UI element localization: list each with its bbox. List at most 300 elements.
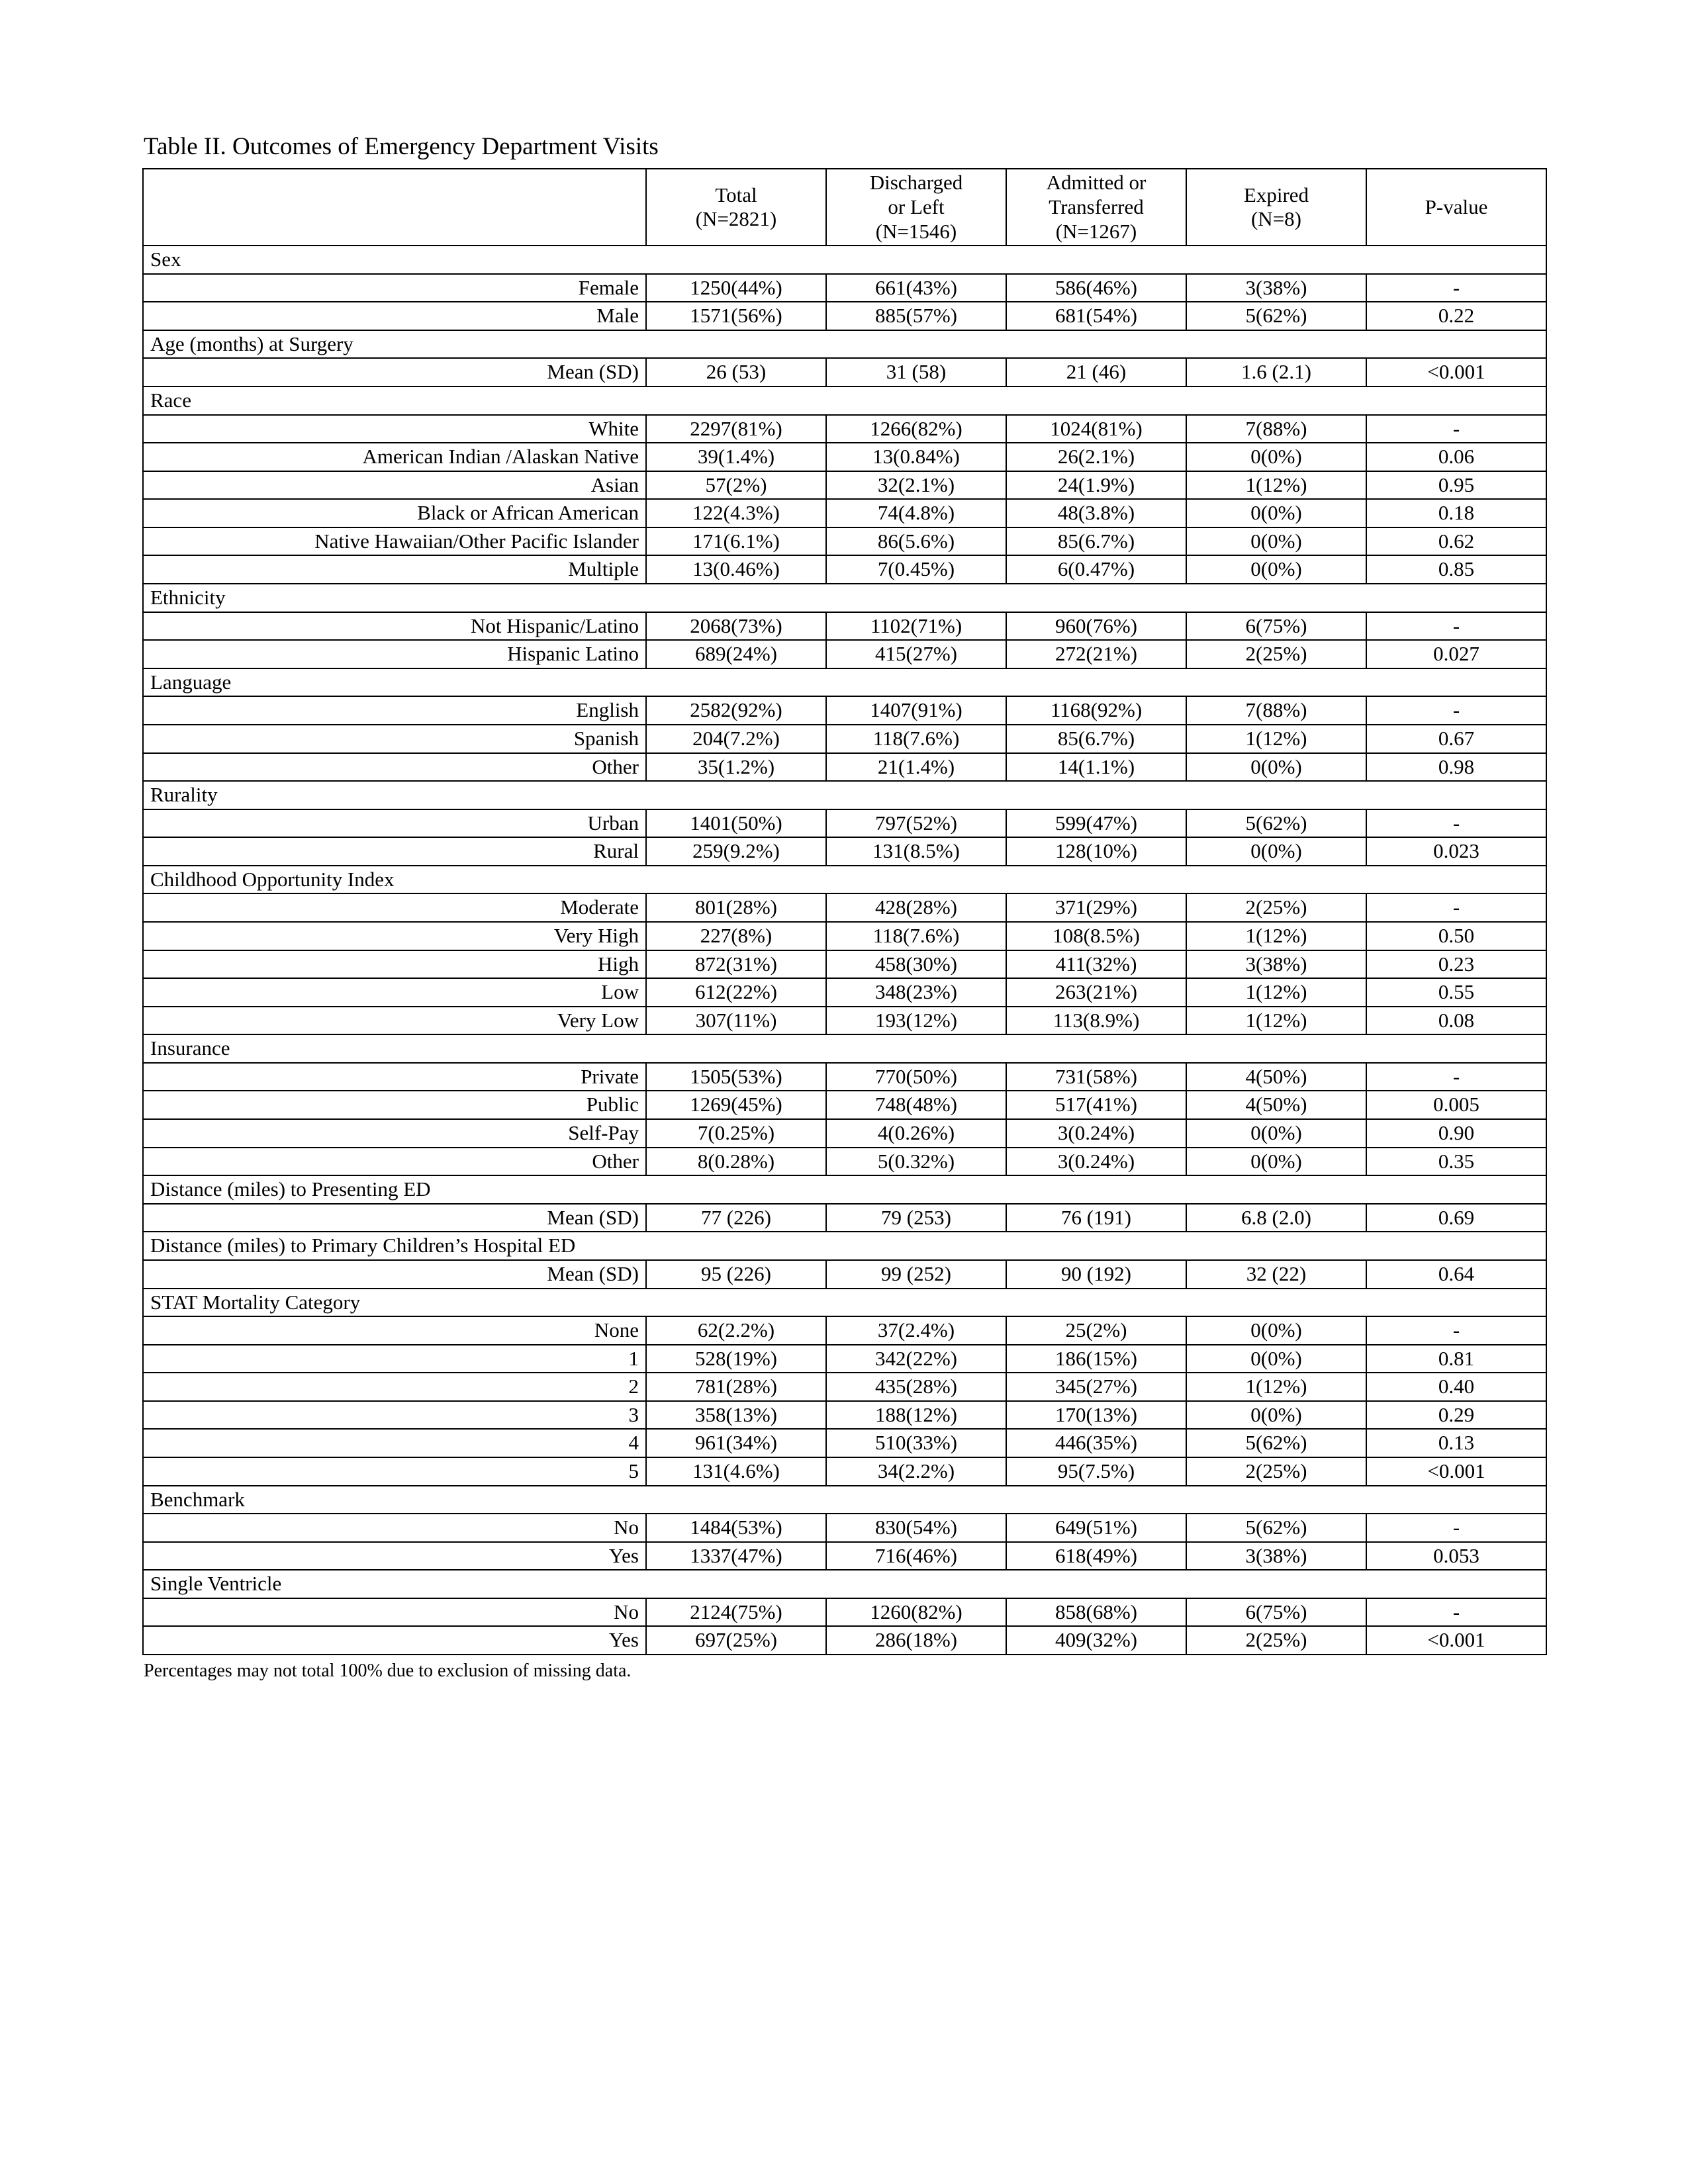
row-cell: 2(25%)	[1186, 1626, 1366, 1655]
table-header-row	[143, 169, 1546, 246]
row-cell: 0.67	[1366, 725, 1546, 753]
row-label: Yes	[143, 1542, 646, 1570]
table-section-row	[143, 668, 1546, 697]
row-cell: 8(0.28%)	[646, 1148, 826, 1176]
row-cell: 661(43%)	[826, 274, 1006, 302]
row-cell: 5(62%)	[1186, 1429, 1366, 1457]
row-cell: 7(0.45%)	[826, 555, 1006, 584]
header-cell-blank	[143, 169, 646, 246]
row-cell: 86(5.6%)	[826, 527, 1006, 556]
row-cell: 0(0%)	[1186, 499, 1366, 527]
table-section-row	[143, 1289, 1546, 1317]
row-cell: 62(2.2%)	[646, 1316, 826, 1345]
row-cell: 0.81	[1366, 1345, 1546, 1373]
row-cell: 0(0%)	[1186, 1345, 1366, 1373]
row-cell: 0(0%)	[1186, 443, 1366, 471]
row-cell: -	[1366, 274, 1546, 302]
row-cell: 0.98	[1366, 753, 1546, 782]
table-row	[143, 555, 1546, 584]
row-cell: 21(1.4%)	[826, 753, 1006, 782]
row-cell: 57(2%)	[646, 471, 826, 500]
table-section-row	[143, 1034, 1546, 1063]
row-cell: 2582(92%)	[646, 696, 826, 725]
section-label: Rurality	[143, 781, 1546, 809]
table-section-row	[143, 330, 1546, 359]
row-label: Mean (SD)	[143, 358, 646, 387]
table-row	[143, 640, 1546, 668]
table-row	[143, 893, 1546, 922]
table-row	[143, 753, 1546, 782]
row-cell: 6.8 (2.0)	[1186, 1204, 1366, 1232]
table-row	[143, 1204, 1546, 1232]
header-line: (N=2821)	[695, 207, 777, 231]
row-cell: 1401(50%)	[646, 809, 826, 838]
table-row	[143, 922, 1546, 950]
row-cell: 131(4.6%)	[646, 1457, 826, 1486]
row-cell: 0(0%)	[1186, 753, 1366, 782]
row-cell: 0.06	[1366, 443, 1546, 471]
row-cell: 0.62	[1366, 527, 1546, 556]
table-row	[143, 499, 1546, 527]
row-cell: 186(15%)	[1006, 1345, 1186, 1373]
row-cell: 428(28%)	[826, 893, 1006, 922]
row-label: White	[143, 415, 646, 443]
row-cell: 612(22%)	[646, 978, 826, 1007]
row-cell: 193(12%)	[826, 1007, 1006, 1035]
row-cell: 170(13%)	[1006, 1401, 1186, 1430]
row-cell: 348(23%)	[826, 978, 1006, 1007]
row-cell: -	[1366, 1598, 1546, 1627]
row-label: 3	[143, 1401, 646, 1430]
row-cell: 0.35	[1366, 1148, 1546, 1176]
section-label: Distance (miles) to Primary Children’s Hospital ED	[143, 1232, 1546, 1260]
table-section-row	[143, 584, 1546, 612]
table-section-row	[143, 1232, 1546, 1260]
row-cell: 649(51%)	[1006, 1514, 1186, 1542]
row-cell: 1(12%)	[1186, 978, 1366, 1007]
row-label: Black or African American	[143, 499, 646, 527]
row-cell: 830(54%)	[826, 1514, 1006, 1542]
row-cell: 872(31%)	[646, 950, 826, 979]
table-row	[143, 1457, 1546, 1486]
row-cell: -	[1366, 1316, 1546, 1345]
row-cell: 3(38%)	[1186, 950, 1366, 979]
row-cell: 1484(53%)	[646, 1514, 826, 1542]
row-cell: 25(2%)	[1006, 1316, 1186, 1345]
table-section-row	[143, 781, 1546, 809]
row-cell: 5(62%)	[1186, 1514, 1366, 1542]
row-cell: 1102(71%)	[826, 612, 1006, 641]
header-line: (N=1546)	[875, 219, 957, 243]
row-label: Public	[143, 1091, 646, 1119]
section-label: Childhood Opportunity Index	[143, 866, 1546, 894]
row-cell: 0.22	[1366, 302, 1546, 330]
header-line: or Left	[888, 195, 945, 218]
row-cell: 122(4.3%)	[646, 499, 826, 527]
row-cell: -	[1366, 1514, 1546, 1542]
row-cell: 358(13%)	[646, 1401, 826, 1430]
row-cell: 1(12%)	[1186, 922, 1366, 950]
row-cell: 3(0.24%)	[1006, 1148, 1186, 1176]
row-label: 5	[143, 1457, 646, 1486]
row-cell: 128(10%)	[1006, 837, 1186, 866]
row-cell: 13(0.46%)	[646, 555, 826, 584]
table-row	[143, 302, 1546, 330]
row-cell: 5(62%)	[1186, 302, 1366, 330]
row-label: American Indian /Alaskan Native	[143, 443, 646, 471]
row-cell: 0.64	[1366, 1260, 1546, 1289]
row-cell: 0(0%)	[1186, 555, 1366, 584]
table-section-row	[143, 246, 1546, 274]
header-cell-discharged	[826, 169, 1006, 246]
table-row	[143, 1429, 1546, 1457]
row-cell: 1269(45%)	[646, 1091, 826, 1119]
row-label: Asian	[143, 471, 646, 500]
row-cell: 118(7.6%)	[826, 922, 1006, 950]
outcomes-table	[142, 168, 1547, 1655]
section-label: Language	[143, 668, 1546, 697]
table-row	[143, 725, 1546, 753]
row-cell: 748(48%)	[826, 1091, 1006, 1119]
row-cell: 0.50	[1366, 922, 1546, 950]
row-cell: 731(58%)	[1006, 1063, 1186, 1091]
header-line: Total	[715, 183, 757, 206]
row-cell: 797(52%)	[826, 809, 1006, 838]
row-cell: 39(1.4%)	[646, 443, 826, 471]
row-cell: 35(1.2%)	[646, 753, 826, 782]
header-line: (N=1267)	[1055, 219, 1137, 243]
row-cell: 26(2.1%)	[1006, 443, 1186, 471]
table-row	[143, 1091, 1546, 1119]
row-label: No	[143, 1598, 646, 1627]
row-cell: 307(11%)	[646, 1007, 826, 1035]
table-row	[143, 1401, 1546, 1430]
row-cell: 1337(47%)	[646, 1542, 826, 1570]
row-cell: -	[1366, 1063, 1546, 1091]
row-cell: 171(6.1%)	[646, 527, 826, 556]
row-cell: 0.85	[1366, 555, 1546, 584]
row-cell: 885(57%)	[826, 302, 1006, 330]
row-cell: 7(0.25%)	[646, 1119, 826, 1148]
table-row	[143, 1598, 1546, 1627]
row-label: Private	[143, 1063, 646, 1091]
row-cell: 6(75%)	[1186, 612, 1366, 641]
row-cell: 528(19%)	[646, 1345, 826, 1373]
table-section-row	[143, 866, 1546, 894]
row-cell: 599(47%)	[1006, 809, 1186, 838]
row-cell: 345(27%)	[1006, 1373, 1186, 1401]
row-cell: 259(9.2%)	[646, 837, 826, 866]
row-cell: 961(34%)	[646, 1429, 826, 1457]
section-label: Distance (miles) to Presenting ED	[143, 1175, 1546, 1204]
table-row	[143, 443, 1546, 471]
row-cell: 77 (226)	[646, 1204, 826, 1232]
row-cell: 689(24%)	[646, 640, 826, 668]
row-label: High	[143, 950, 646, 979]
row-label: Female	[143, 274, 646, 302]
row-cell: 716(46%)	[826, 1542, 1006, 1570]
table-row	[143, 1063, 1546, 1091]
row-label: Male	[143, 302, 646, 330]
table-row	[143, 415, 1546, 443]
row-cell: 21 (46)	[1006, 358, 1186, 387]
row-cell: 3(38%)	[1186, 274, 1366, 302]
table-row	[143, 950, 1546, 979]
row-cell: 6(0.47%)	[1006, 555, 1186, 584]
row-cell: 0(0%)	[1186, 1119, 1366, 1148]
row-cell: 0.29	[1366, 1401, 1546, 1430]
row-cell: 1168(92%)	[1006, 696, 1186, 725]
row-cell: 32(2.1%)	[826, 471, 1006, 500]
row-label: Multiple	[143, 555, 646, 584]
row-cell: 14(1.1%)	[1006, 753, 1186, 782]
row-cell: 0.95	[1366, 471, 1546, 500]
row-cell: 74(4.8%)	[826, 499, 1006, 527]
row-cell: 1407(91%)	[826, 696, 1006, 725]
row-cell: 0.18	[1366, 499, 1546, 527]
row-cell: 0.40	[1366, 1373, 1546, 1401]
row-label: Very Low	[143, 1007, 646, 1035]
row-cell: 2068(73%)	[646, 612, 826, 641]
row-label: Mean (SD)	[143, 1204, 646, 1232]
row-label: None	[143, 1316, 646, 1345]
row-cell: 37(2.4%)	[826, 1316, 1006, 1345]
row-label: 1	[143, 1345, 646, 1373]
header-cell-expired	[1186, 169, 1366, 246]
table-footnote: Percentages may not total 100% due to exclusion of missing data.	[144, 1661, 632, 1682]
row-label: 4	[143, 1429, 646, 1457]
row-cell: 4(50%)	[1186, 1091, 1366, 1119]
row-cell: -	[1366, 893, 1546, 922]
section-label: Insurance	[143, 1034, 1546, 1063]
row-cell: 95 (226)	[646, 1260, 826, 1289]
row-label: Not Hispanic/Latino	[143, 612, 646, 641]
row-cell: 858(68%)	[1006, 1598, 1186, 1627]
table-row	[143, 1373, 1546, 1401]
row-cell: 85(6.7%)	[1006, 527, 1186, 556]
table-row	[143, 274, 1546, 302]
row-cell: 0.08	[1366, 1007, 1546, 1035]
row-label: Low	[143, 978, 646, 1007]
header-line: Discharged	[869, 171, 963, 195]
row-cell: 0(0%)	[1186, 1401, 1366, 1430]
row-cell: 188(12%)	[826, 1401, 1006, 1430]
header-cell-total	[646, 169, 826, 246]
row-cell: 227(8%)	[646, 922, 826, 950]
row-cell: 2124(75%)	[646, 1598, 826, 1627]
header-cell-admitted-or	[1006, 169, 1186, 246]
row-cell: 95(7.5%)	[1006, 1457, 1186, 1486]
row-cell: <0.001	[1366, 1626, 1546, 1655]
row-cell: 76 (191)	[1006, 1204, 1186, 1232]
row-label: No	[143, 1514, 646, 1542]
row-cell: 342(22%)	[826, 1345, 1006, 1373]
row-cell: 99 (252)	[826, 1260, 1006, 1289]
row-cell: 286(18%)	[826, 1626, 1006, 1655]
header-line: P-value	[1425, 195, 1488, 218]
header-line: (N=8)	[1250, 207, 1302, 231]
row-cell: 32 (22)	[1186, 1260, 1366, 1289]
row-cell: 1(12%)	[1186, 1007, 1366, 1035]
header-line: Transferred	[1049, 195, 1144, 218]
row-cell: 118(7.6%)	[826, 725, 1006, 753]
row-cell: 1(12%)	[1186, 471, 1366, 500]
table-row	[143, 1260, 1546, 1289]
row-cell: 7(88%)	[1186, 696, 1366, 725]
row-cell: <0.001	[1366, 358, 1546, 387]
row-cell: 113(8.9%)	[1006, 1007, 1186, 1035]
row-label: Mean (SD)	[143, 1260, 646, 1289]
row-label: Yes	[143, 1626, 646, 1655]
table-row	[143, 1316, 1546, 1345]
table-row	[143, 527, 1546, 556]
row-cell: 272(21%)	[1006, 640, 1186, 668]
table-row	[143, 1542, 1546, 1570]
row-cell: -	[1366, 809, 1546, 838]
row-cell: 446(35%)	[1006, 1429, 1186, 1457]
row-cell: 90 (192)	[1006, 1260, 1186, 1289]
row-cell: 1266(82%)	[826, 415, 1006, 443]
row-cell: 2(25%)	[1186, 1457, 1366, 1486]
table-row	[143, 358, 1546, 387]
row-label: Other	[143, 1148, 646, 1176]
row-cell: 1.6 (2.1)	[1186, 358, 1366, 387]
row-cell: 586(46%)	[1006, 274, 1186, 302]
row-label: Urban	[143, 809, 646, 838]
section-label: Age (months) at Surgery	[143, 330, 1546, 359]
row-label: Hispanic Latino	[143, 640, 646, 668]
row-cell: 13(0.84%)	[826, 443, 1006, 471]
row-cell: 0(0%)	[1186, 527, 1366, 556]
header-line: Expired	[1243, 183, 1309, 206]
table-row	[143, 809, 1546, 838]
row-label: Rural	[143, 837, 646, 866]
row-cell: 85(6.7%)	[1006, 725, 1186, 753]
table-row	[143, 1148, 1546, 1176]
row-cell: 781(28%)	[646, 1373, 826, 1401]
header-line: Admitted or	[1046, 171, 1147, 195]
row-cell: 1260(82%)	[826, 1598, 1006, 1627]
table-header	[143, 169, 1546, 246]
row-cell: 204(7.2%)	[646, 725, 826, 753]
row-label: Other	[143, 753, 646, 782]
row-cell: 34(2.2%)	[826, 1457, 1006, 1486]
row-cell: 409(32%)	[1006, 1626, 1186, 1655]
row-cell: 1(12%)	[1186, 725, 1366, 753]
row-cell: <0.001	[1366, 1457, 1546, 1486]
table-row	[143, 1007, 1546, 1035]
table-row	[143, 612, 1546, 641]
row-cell: 0.027	[1366, 640, 1546, 668]
table-row	[143, 1514, 1546, 1542]
row-cell: 131(8.5%)	[826, 837, 1006, 866]
row-cell: 0.69	[1366, 1204, 1546, 1232]
table-row	[143, 696, 1546, 725]
row-cell: 801(28%)	[646, 893, 826, 922]
row-cell: 4(50%)	[1186, 1063, 1366, 1091]
table-section-row	[143, 1175, 1546, 1204]
row-label: Self-Pay	[143, 1119, 646, 1148]
row-cell: 1(12%)	[1186, 1373, 1366, 1401]
row-cell: 79 (253)	[826, 1204, 1006, 1232]
row-cell: 3(38%)	[1186, 1542, 1366, 1570]
table-row	[143, 1119, 1546, 1148]
row-cell: 7(88%)	[1186, 415, 1366, 443]
row-cell: 770(50%)	[826, 1063, 1006, 1091]
row-cell: 510(33%)	[826, 1429, 1006, 1457]
table-section-row	[143, 1570, 1546, 1598]
section-label: Race	[143, 387, 1546, 415]
section-label: Benchmark	[143, 1486, 1546, 1514]
table-row	[143, 1626, 1546, 1655]
row-cell: 517(41%)	[1006, 1091, 1186, 1119]
header-cell-p-value	[1366, 169, 1546, 246]
row-cell: 0.053	[1366, 1542, 1546, 1570]
row-cell: 0(0%)	[1186, 1148, 1366, 1176]
table-row	[143, 471, 1546, 500]
row-cell: 48(3.8%)	[1006, 499, 1186, 527]
row-cell: 108(8.5%)	[1006, 922, 1186, 950]
table-section-row	[143, 387, 1546, 415]
section-label: Ethnicity	[143, 584, 1546, 612]
row-label: Native Hawaiian/Other Pacific Islander	[143, 527, 646, 556]
row-cell: 0.13	[1366, 1429, 1546, 1457]
section-label: Sex	[143, 246, 1546, 274]
row-cell: 0.023	[1366, 837, 1546, 866]
row-cell: 26 (53)	[646, 358, 826, 387]
row-cell: 681(54%)	[1006, 302, 1186, 330]
row-cell: 1250(44%)	[646, 274, 826, 302]
row-cell: 31 (58)	[826, 358, 1006, 387]
row-cell: 960(76%)	[1006, 612, 1186, 641]
row-label: Moderate	[143, 893, 646, 922]
row-cell: 1505(53%)	[646, 1063, 826, 1091]
row-cell: 3(0.24%)	[1006, 1119, 1186, 1148]
row-cell: 263(21%)	[1006, 978, 1186, 1007]
row-cell: 6(75%)	[1186, 1598, 1366, 1627]
row-label: Very High	[143, 922, 646, 950]
row-cell: 411(32%)	[1006, 950, 1186, 979]
row-cell: 371(29%)	[1006, 893, 1186, 922]
row-cell: -	[1366, 415, 1546, 443]
row-cell: 618(49%)	[1006, 1542, 1186, 1570]
row-cell: 1024(81%)	[1006, 415, 1186, 443]
row-label: Spanish	[143, 725, 646, 753]
row-cell: 0(0%)	[1186, 1316, 1366, 1345]
row-cell: 2(25%)	[1186, 893, 1366, 922]
row-cell: 5(0.32%)	[826, 1148, 1006, 1176]
row-label: English	[143, 696, 646, 725]
row-cell: 1571(56%)	[646, 302, 826, 330]
table-caption: Table II. Outcomes of Emergency Department Visits	[144, 133, 659, 160]
row-cell: -	[1366, 696, 1546, 725]
row-cell: 5(62%)	[1186, 809, 1366, 838]
row-label: 2	[143, 1373, 646, 1401]
row-cell: 2(25%)	[1186, 640, 1366, 668]
row-cell: 697(25%)	[646, 1626, 826, 1655]
row-cell: 0(0%)	[1186, 837, 1366, 866]
row-cell: -	[1366, 612, 1546, 641]
row-cell: 4(0.26%)	[826, 1119, 1006, 1148]
table-row	[143, 978, 1546, 1007]
row-cell: 2297(81%)	[646, 415, 826, 443]
table-row	[143, 837, 1546, 866]
section-label: Single Ventricle	[143, 1570, 1546, 1598]
row-cell: 24(1.9%)	[1006, 471, 1186, 500]
row-cell: 0.005	[1366, 1091, 1546, 1119]
section-label: STAT Mortality Category	[143, 1289, 1546, 1317]
row-cell: 415(27%)	[826, 640, 1006, 668]
